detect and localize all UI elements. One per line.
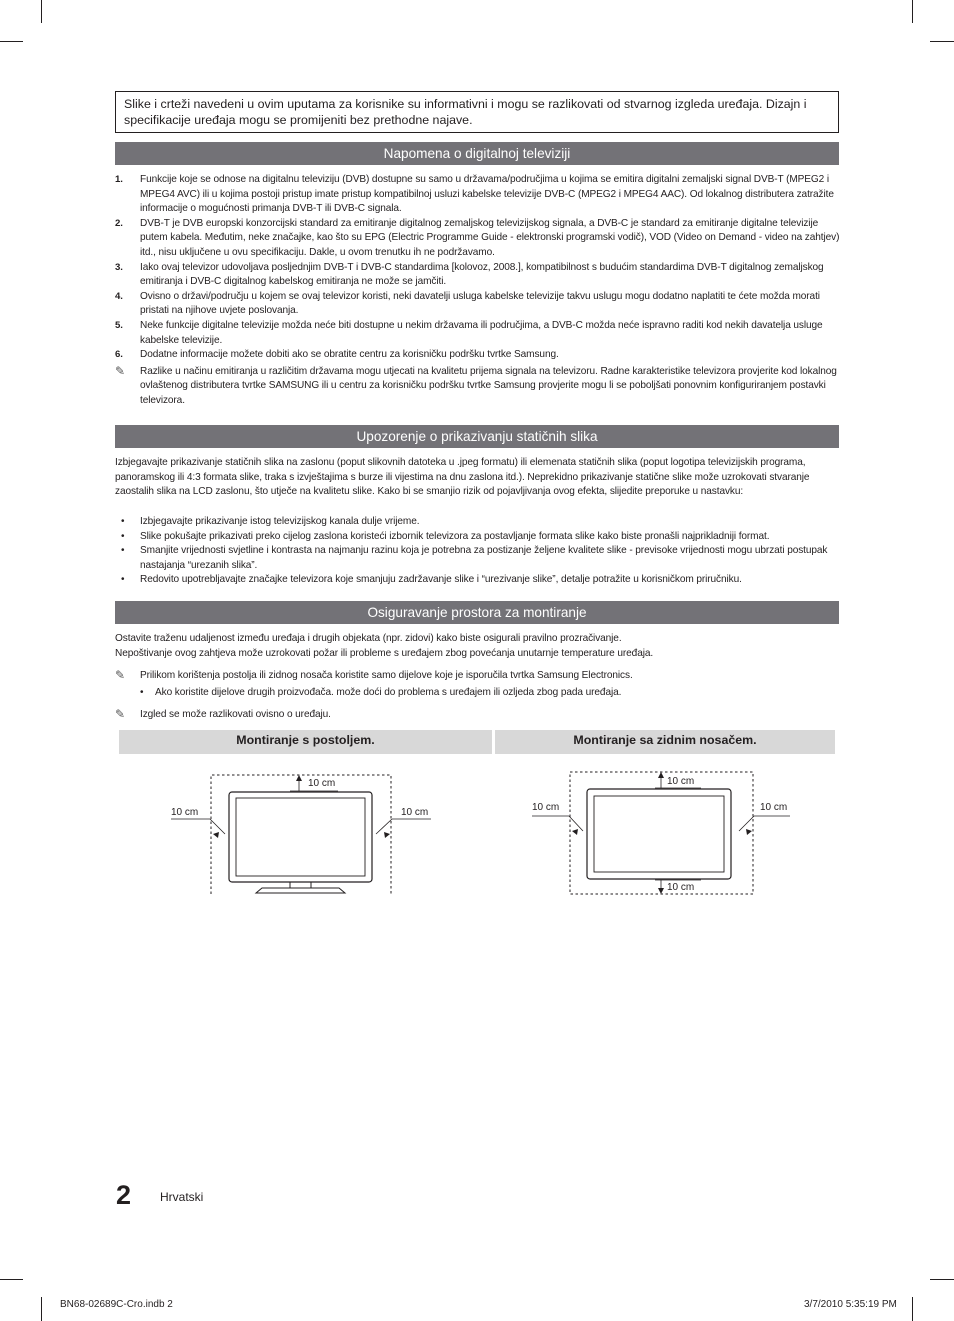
list-item: • Ako koristite dijelove drugih proizvođača. može doći do problema s uređajem ili ozljeda zbog pada uređaja. [140, 686, 622, 698]
crop-mark [930, 1279, 954, 1280]
note-item: ✎ Razlike u načinu emitiranja u različitim državama mogu utjecati na kvalitetu prijema signala na televizoru. Radne karakteristike televizora provjerite kod lokalnog ovlaštenog distributera tvrtke SAMSUNG ili u centru za korisničku podršku tvrtke Samsung provjerite mogu li se poboljšati ponovnim konfiguriranjem postavki televizora. [115, 363, 837, 406]
crop-mark [0, 41, 23, 42]
note-item: ✎ Izgled se može razlikovati ovisno o uređaju. [115, 707, 331, 722]
section-title-mounting-space: Osiguravanje prostora za montiranje [115, 601, 839, 624]
list-item: 1. Funkcije koje se odnose na digitalnu televiziju (DVB) dostupne su samo u državama/područjima u kojima se emitira digitalni zemaljski signal DVB-T (MPEG2 i MPEG4 AVC) ili u kojima postoji pristup imate pristup kompatibilnoj usluzi kabelske televizije DVB-C (MPEG2 i MPEG4 AAC). Od lokalnog distributera zatražite informacije o mogućnosti primanja DVB-T ili DVB-C signala. [115, 174, 834, 215]
list-item: 4. Ovisno o državi/području u kojem se ovaj televizor koristi, neki davatelji usluga kabelske televizije takvu uslugu mogu dodatno naplatiti te ćete možda morati pristati na njihove uvjete poslovanja. [115, 290, 820, 317]
list-item: 5. Neke funkcije digitalne televizije možda neće biti dostupne u nekim državama ili područjima, a DVB-C možda neće ispravno raditi kod nekih davatelja usluge kabelske televizije. [115, 319, 823, 346]
static-images-bullets [115, 515, 840, 588]
stand-mount-heading: Montiranje s postoljem. [119, 730, 492, 754]
clearance-label-left: 10 cm [171, 807, 199, 818]
language-label: Hrvatski [160, 1190, 204, 1204]
list-item: • Slike pokušajte prikazivati preko cijelog zaslona koristeći izbornik televizora za postavljanje formata slike kako biste pronašli najprikladniji format. [121, 530, 770, 542]
note-item: ✎ Prilikom korištenja postolja ili zidnog nosača koristite samo dijelove koje je isporučila tvrtka Samsung Electronics. [115, 668, 633, 682]
disclaimer-box: Slike i crteži navedeni u ovim uputama za korisnike su informativni i mogu se razlikovati od stvarnog izgleda uređaja. Dizajn i specifikacije uređaja mogu se promijeniti bez prethodne najave. [115, 91, 839, 133]
list-item: • Redovito upotrebljavajte značajke televizora koje smanjuju zadržavanje slike i “urezivanje slike”, detalje potražite u korisničkom priručniku. [121, 574, 742, 586]
wall-mount-heading: Montiranje sa zidnim nosačem. [495, 730, 835, 754]
mounting-para-2: Nepoštivanje ovog zahtjeva može uzrokovati požar ili probleme s uređajem zbog povećanja unutarnje temperature uređaja. [115, 648, 654, 659]
mounting-notes [115, 669, 840, 723]
note-pencil-icon: ✎ [115, 707, 125, 722]
list-item: 2. DVB-T je DVB europski konzorcijski standard za emitiranje digitalnog zemaljskog televizijskog signala, a DVB-C je standard za emitiranje digitalne televizije putem kabela. Međutim, neke značajke, kao što su EPG (Electric Programme Guide - elektronski programski vodič), VOD (Video on Demand - video na zahtjev) itd., nisu uključene u ovu specifikaciju. Dakle, u ovom trenutku ih ne podržavamo. [115, 217, 840, 258]
section-title-static-images: Upozorenje o prikazivanju statičnih slika [115, 425, 839, 448]
note-pencil-icon: ✎ [115, 363, 125, 378]
digital-tv-list [115, 173, 840, 409]
clearance-label-right: 10 cm [760, 802, 788, 813]
list-item: • Izbjegavajte prikazivanje istog televizijskog kanala dulje vrijeme. [121, 516, 420, 527]
static-images-intro: Izbjegavajte prikazivanje statičnih slika na zaslonu (poput slikovnih datoteka u .jpeg formatu) ili elemenata statičnih slika (poput logotipa televizijskih programa, panoramskog ili 4:3 formata slike, traka s izvještajima s burze ili vijestima na dnu zaslona itd.). Neprekidno prikazivanje statične slike može uzrokovati stvaranje zaostalih slika na LCD zaslonu, što utječe na kvalitetu slike. Kako bi se smanjio rizik od pojavljivanja ovog efekta, slijedite preporuke u nastavku: [115, 457, 810, 498]
print-file-name: BN68-02689C-Cro.indb 2 [60, 1299, 173, 1310]
section-title-digital-tv: Napomena o digitalnoj televiziji [115, 142, 839, 165]
clearance-label-left: 10 cm [532, 802, 560, 813]
list-item: • Smanjite vrijednosti svjetline i kontrasta na najmanju razinu koja je potrebna za postizanje željene kvalitete slike - previsoke vrijednosti mogu ubrzati postupak nastajanja “urezanih slika”. [121, 545, 828, 571]
note-pencil-icon: ✎ [115, 668, 125, 682]
crop-mark [41, 1297, 42, 1321]
crop-mark [912, 1297, 913, 1321]
crop-mark [0, 1279, 23, 1280]
crop-mark [912, 0, 913, 23]
page-number: 2 [116, 1180, 132, 1210]
clearance-label-top: 10 cm [667, 776, 695, 787]
list-item: 3. Iako ovaj televizor udovoljava posljednjim DVB-T i DVB-C standardima [kolovoz, 2008.], kompatibilnost s budućim standardima DVB-T digitalnog zemaljskog emitiranja i DVB-C digitalnog kabelskog emitiranja ne može se jamčiti. [115, 261, 824, 288]
crop-mark [930, 41, 954, 42]
clearance-label-bottom: 10 cm [667, 882, 695, 893]
crop-mark [41, 0, 42, 23]
clearance-label-top: 10 cm [308, 778, 336, 789]
mounting-para-1: Ostavite traženu udaljenost između uređaja i drugih objekata (npr. zidovi) kako biste osigurali pravilno prozračivanje. [115, 633, 622, 644]
clearance-label-right: 10 cm [401, 807, 429, 818]
print-timestamp: 3/7/2010 5:35:19 PM [804, 1299, 897, 1310]
list-item: 6. Dodatne informacije možete dobiti ako se obratite centru za korisničku podršku tvrtke Samsung. [115, 349, 559, 361]
